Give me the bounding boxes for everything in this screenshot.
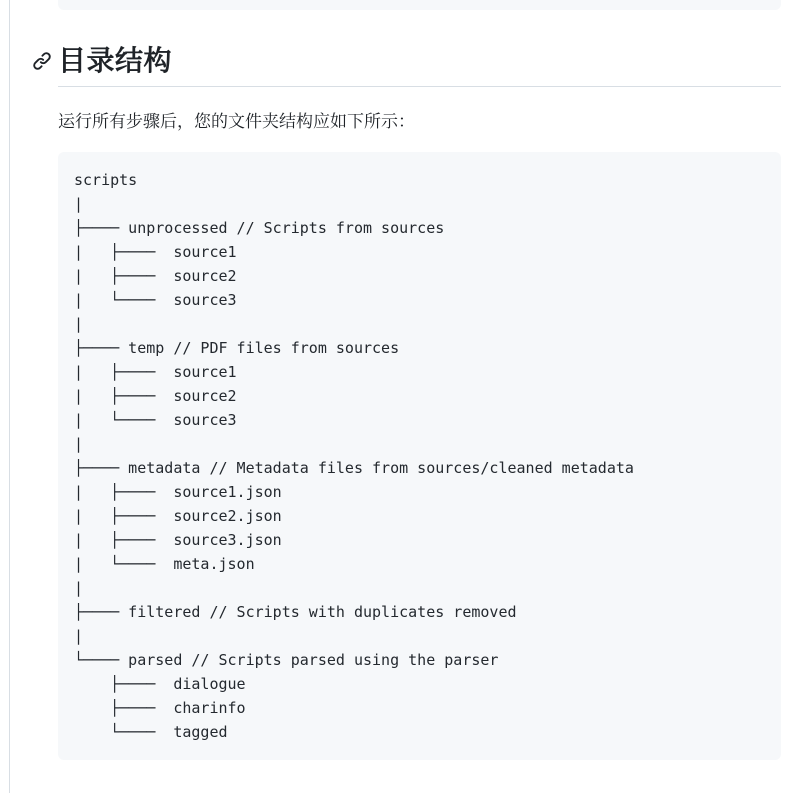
markdown-content [58,0,781,760]
directory-tree-text: scripts | ├──── unprocessed // Scripts from sources | ├──── source1 | ├──── source2 | └──── source3 | ├──── temp // PDF files from sources | ├──── source1 | ├──── source2 | └──── source3 | ├──── metadata // Metadata files from sources/cleaned metadata | ├──── source1.json | ├──── source2.json | ├──── source3.json | └──── meta.json | ├──── filtered // Scripts with duplicates removed | └──── parsed // Scripts parsed using the parser ├──── dialogue ├──── charinfo └──── tagged [74,171,634,741]
previous-code-block-fragment [58,0,781,10]
section-heading [58,43,781,87]
intro-paragraph: 运行所有步骤后，您的文件夹结构应如下所示： [58,112,415,131]
heading-anchor-link[interactable] [32,51,52,71]
link-icon [32,51,52,71]
section-title: 目录结构 [58,45,173,76]
directory-tree-code-block [58,152,781,760]
page-left-rule [9,0,10,793]
